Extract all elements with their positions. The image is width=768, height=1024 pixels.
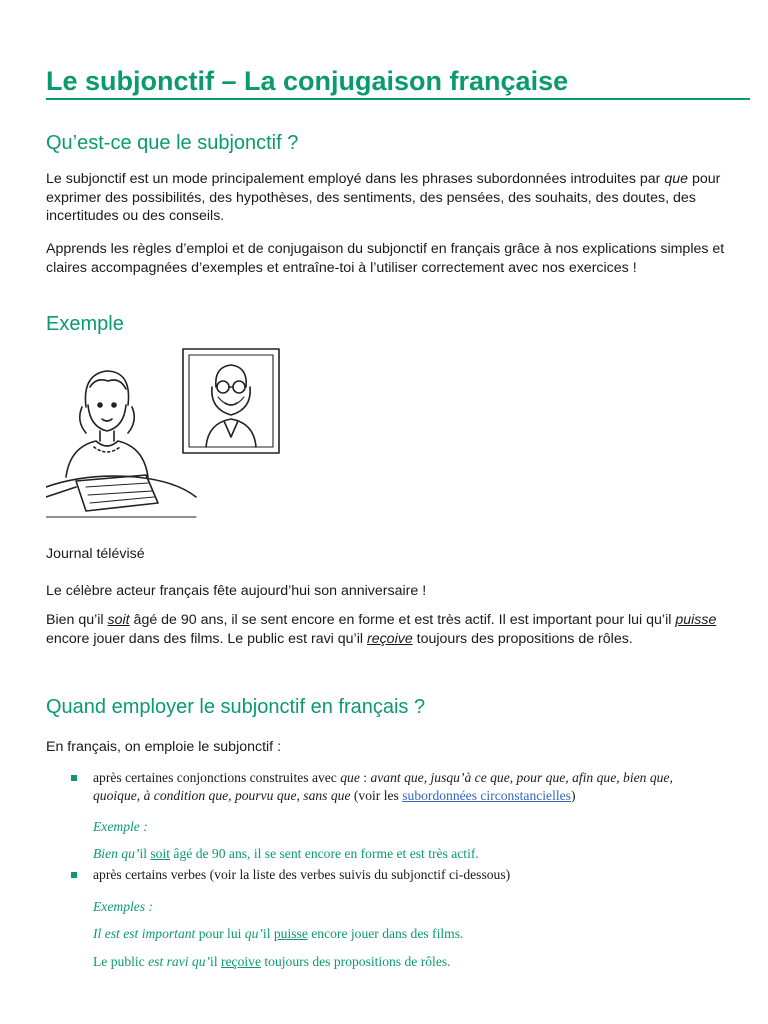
example1-sentence: Bien qu’il soit âgé de 90 ans, il se sent encore en forme et est très actif. xyxy=(93,846,479,861)
example-caption: Journal télévisé xyxy=(46,546,145,562)
section-heading-usage: Quand employer le subjonctif en français ? xyxy=(46,696,426,718)
example2-label: Exemples : xyxy=(93,899,154,914)
bullet-verbs: après certains verbes (voir la liste des verbes suivis du subjonctif ci-dessous) xyxy=(93,867,511,882)
section-heading-definition: Qu’est-ce que le subjonctif ? xyxy=(46,132,299,154)
intro-paragraph: Apprends les règles d’emploi et de conjugaison du subjonctif en français grâce à nos explications simples et claires accompagnées d’exemples et entraîne-toi à l’utiliser correctement avec nos exercices ! xyxy=(46,241,725,276)
example-paragraph: Bien qu’il soit âgé de 90 ans, il se sent encore en forme et est très actif. Il est important pour lui qu’il puisse encore jouer dans des films. Le public est ravi qu’il reçoive toujours des propositions de rôles. xyxy=(46,612,717,647)
usage-intro: En français, on emploie le subjonctif : xyxy=(46,739,282,755)
example-headline: Le célèbre acteur français fête aujourd’hui son anniversaire ! xyxy=(46,583,427,599)
example1-label: Exemple : xyxy=(93,819,148,834)
example2-sentence-1: Il est est important pour lui qu’il puisse encore jouer dans des films. xyxy=(93,926,464,941)
news-anchor-illustration xyxy=(46,347,282,529)
bullet-marker xyxy=(71,872,77,878)
bullet-marker xyxy=(71,775,77,781)
subordinate-clauses-link[interactable]: subordonnées circonstancielles xyxy=(402,788,571,803)
example2-sentence-2: Le public est ravi qu’il reçoive toujours des propositions de rôles. xyxy=(93,954,451,969)
section-heading-example: Exemple xyxy=(46,313,124,335)
definition-paragraph: Le subjonctif est un mode principalement employé dans les phrases subordonnées introduites par que pour exprimer des possibilités, des hypothèses, des sentiments, des pensées, des souhaits, des doutes, des incertitudes ou des conseils. xyxy=(46,171,721,224)
page-title: Le subjonctif – La conjugaison française xyxy=(46,64,750,100)
bullet-conjunctions: après certaines conjonctions construites avec que : avant que, jusqu’à ce que, pour que, afin que, bien que, quoique, à condition que, pourvu que, sans que (voir les subordonnées circonstancielles) xyxy=(93,770,673,803)
